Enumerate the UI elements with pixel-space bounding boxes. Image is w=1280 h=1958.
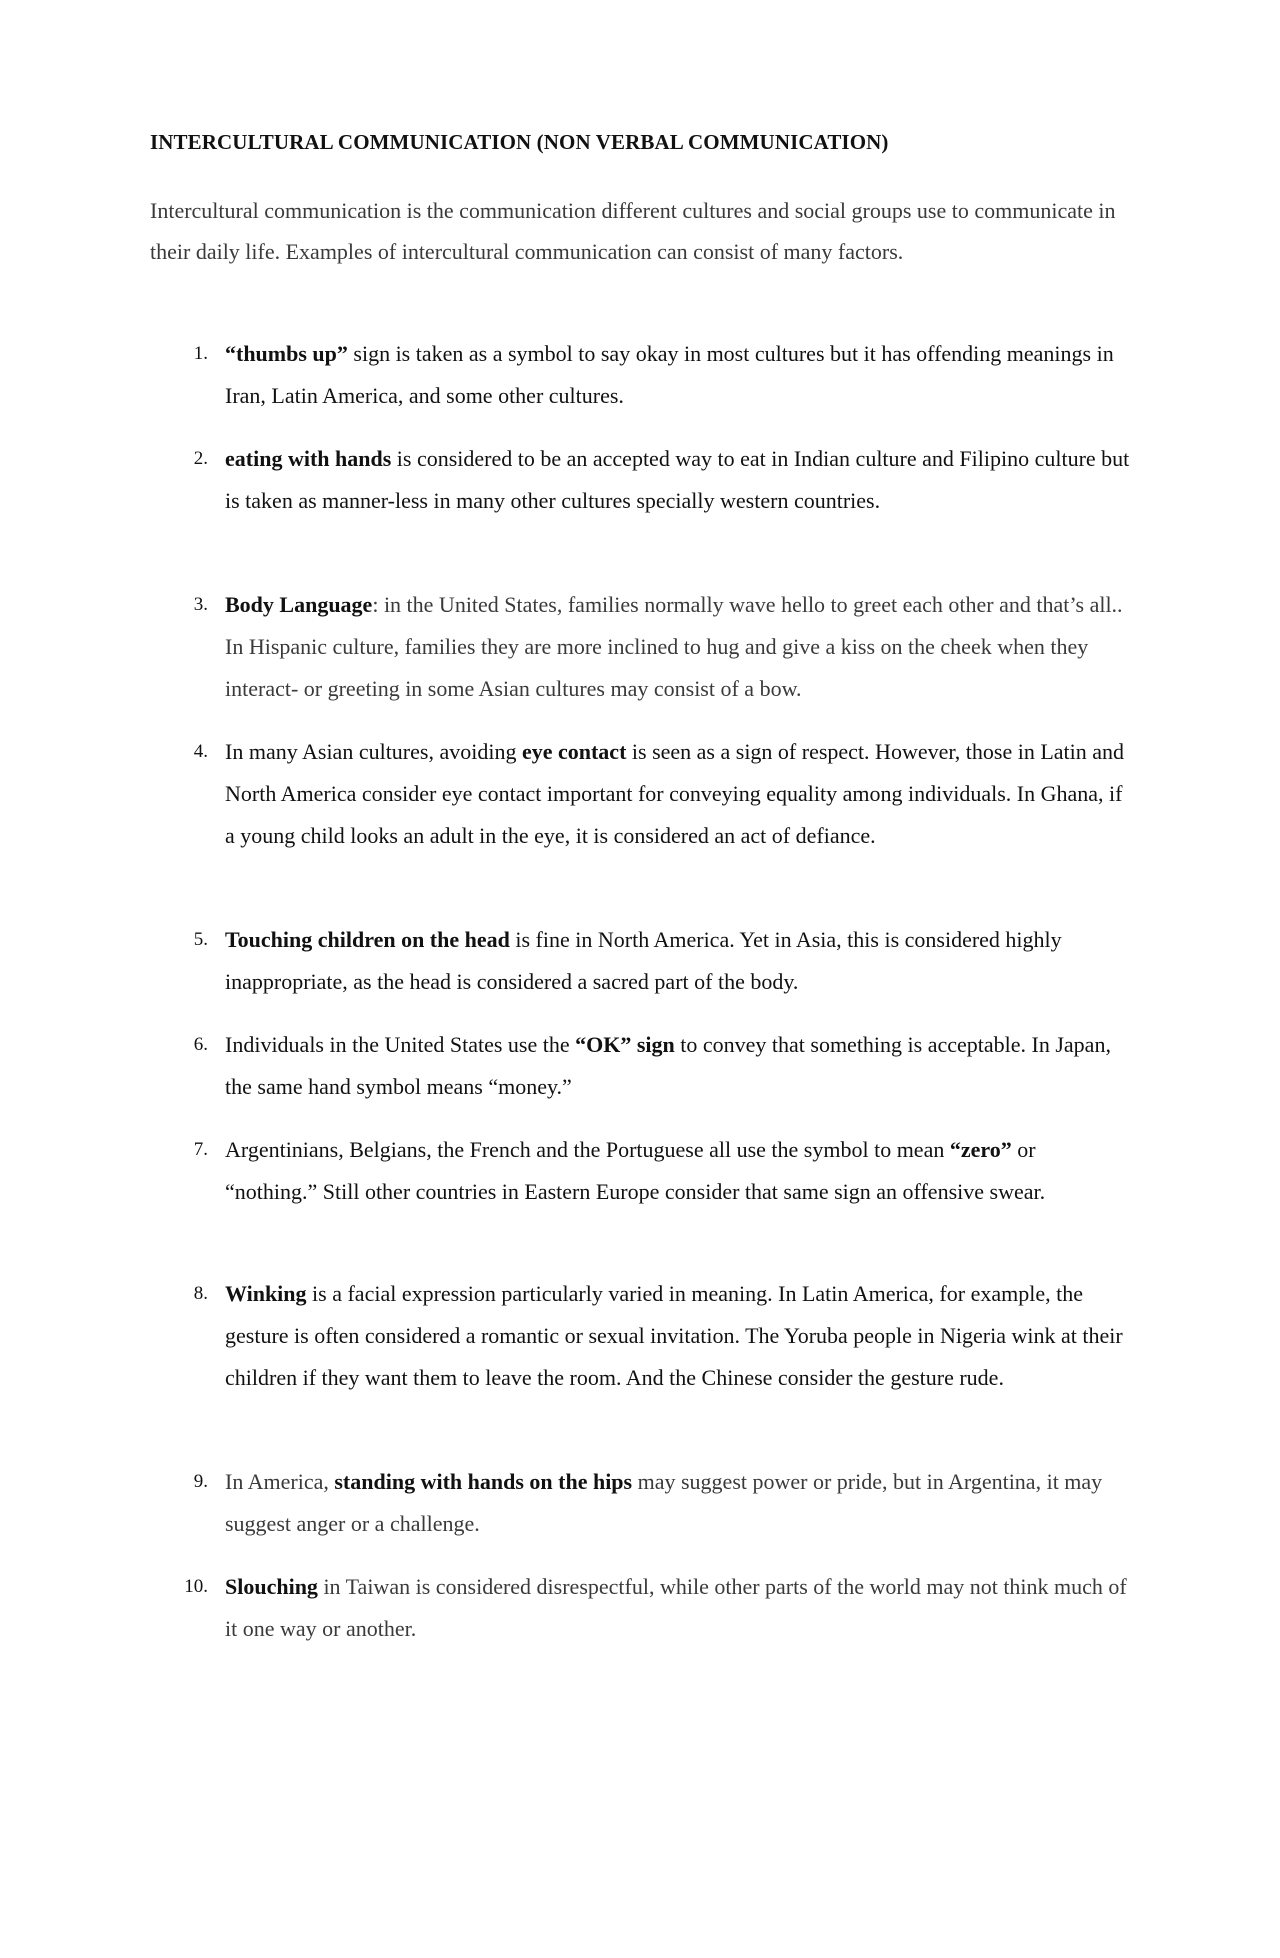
key-term: Touching children on the head bbox=[225, 927, 510, 952]
key-term: Winking bbox=[225, 1281, 307, 1306]
list-number: 5. bbox=[193, 929, 208, 950]
document-title: INTERCULTURAL COMMUNICATION (NON VERBAL COMMUNICATION) bbox=[150, 130, 889, 154]
list-number: 7. bbox=[193, 1139, 208, 1160]
key-term: standing with hands on the hips bbox=[334, 1469, 633, 1494]
list-number: 3. bbox=[193, 594, 208, 615]
list-number: 2. bbox=[193, 448, 208, 469]
key-term: eye contact bbox=[521, 739, 627, 764]
list-number: 1. bbox=[193, 343, 208, 364]
intro-paragraph: Intercultural communication is the communication different cultures and social groups use to communicate in their daily life. Examples of intercultural communication can consist of many factors. bbox=[150, 198, 1116, 264]
key-term: “OK” sign bbox=[575, 1032, 675, 1057]
list-number: 4. bbox=[193, 741, 208, 762]
key-term: Body Language bbox=[225, 592, 373, 617]
list-number: 6. bbox=[193, 1034, 208, 1055]
list-number: 10. bbox=[184, 1576, 208, 1597]
key-term: “thumbs up” bbox=[225, 341, 348, 366]
key-term: Slouching bbox=[225, 1574, 318, 1599]
list-number: 8. bbox=[193, 1283, 208, 1304]
key-term: eating with hands bbox=[225, 446, 392, 471]
numbered-list: 1. “thumbs up” sign is taken as a symbol to say okay in most cultures but it has offending meanings in Iran, Latin America, and some other cultures. 2. eating with hands is considered to be an accepted way to eat in Indian culture and Filipino culture but is taken as manner-less in many other cultures specially western countries. 3. Body Language: in the United States, families normally wave hello to greet each other and that’s all.. In Hispanic culture, families they are more inclined to hug and give a kiss on the cheek when they interact- or greeting in some Asian cultures may consist of a bow. 4. In many Asian cultures, avoiding eye contact is seen as a sign of respect. However, those in Latin and North America consider eye contact important for conveying equality among individuals. In Ghana, if a young child looks an adult in the eye, it is considered an act of defiance. 5. Touching children on the head is fine in North America. Yet in Asia, this is considered highly inappropriate, as the head is considered a sacred part of the body. 6. Individuals in the United States use the “OK” sign to convey that something is acceptable. In Japan, the same hand symbol means “money.” 7. Argentinians, Belgians, the French and the Portuguese all use the symbol to mean “zero” or “nothing.” Still other countries in Eastern Europe consider that same sign an offensive swear. 8. Winking is a facial expression particularly varied in meaning. In Latin America, for example, the gesture is often considered a romantic or sexual invitation. The Yoruba people in Nigeria wink at their children if they want them to leave the room. And the Chinese consider the gesture rude. 9. In America, standing with hands on the hips may suggest power or pride, but in Argentina, it may suggest anger or a challenge. 10. Slouching in Taiwan is considered disrespectful, while other parts of the world may not think much of it one way or another. bbox=[0, 0, 1280, 1958]
list-number: 9. bbox=[193, 1471, 208, 1492]
key-term: “zero” bbox=[949, 1137, 1012, 1162]
